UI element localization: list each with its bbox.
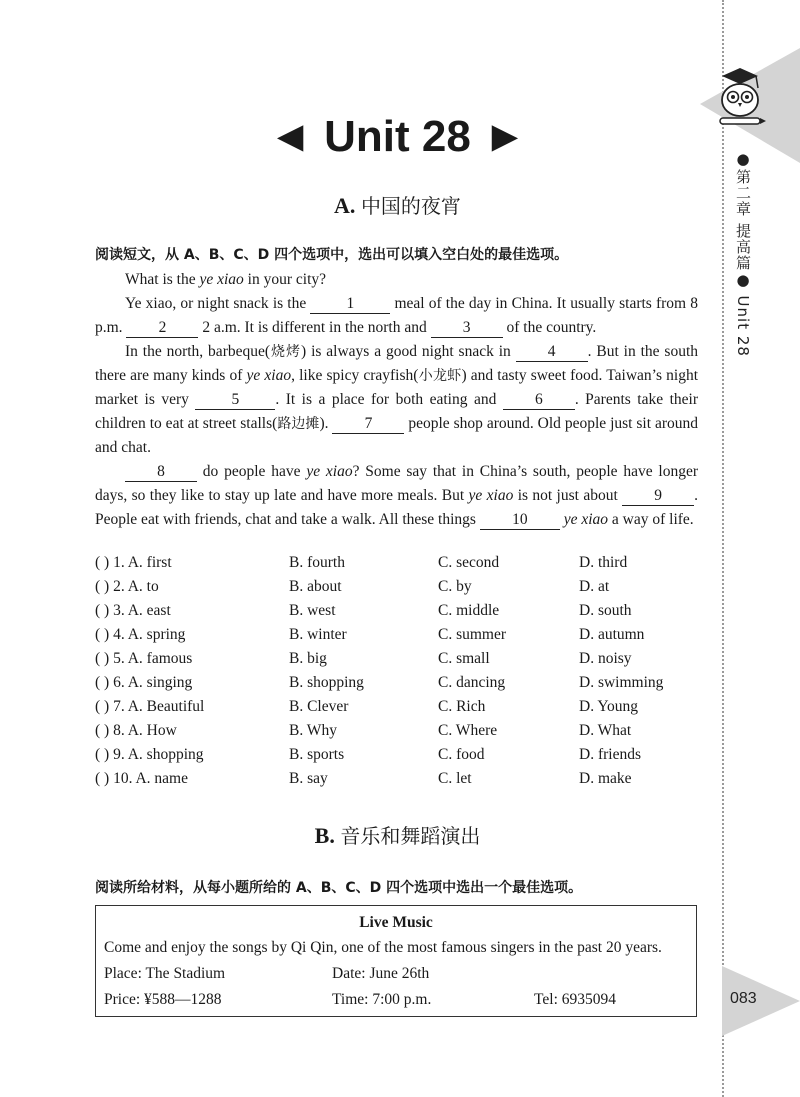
passage-paragraph-2: Ye xiao, or night snack is the 1 meal of the day in China. It usually starts from 8 p.m. 2 2 a.m. It is different in the north and 3 of the country.: [95, 295, 698, 336]
blank-7: 7: [332, 415, 404, 434]
blank-6: 6: [503, 391, 575, 410]
section-a-letter: A.: [334, 193, 356, 218]
question-row: ( ) 3. A. east B. west C. middle D. south: [95, 602, 632, 619]
passage-paragraph-3: In the north, barbeque(烧烤) is always a good night snack in 4 . But in the south there are many kinds of ye xiao, like spicy crayfish(小龙虾) and tasty sweet food. Taiwan’s night market is very 5 . It is a place for both eating and 6 . Parents take their children to eat at street stalls(路边摊). 7 people shop around. Old people just sit around and chat.: [95, 343, 699, 456]
chapter-side-label: ●第二章 提高篇● Unit 28: [734, 150, 752, 357]
notice-tel: Tel: 6935094: [534, 991, 617, 1008]
notice-intro: Come and enjoy the songs by Qi Qin, one of the most famous singers in the past 20 years.: [104, 939, 662, 956]
blank-8: 8: [125, 463, 197, 482]
passage-paragraph-4: 8 do people have ye xiao? Some say that in China’s south, people have longer days, so they like to stay up late and have more meals. But ye xiao is not just about 9 . People eat with friends, chat and take a walk. All these things 10 ye xiao a way of life.: [95, 463, 698, 528]
section-b-instruction: 阅读所给材料，从每小题所给的 A、B、C、D 四个选项中选出一个最佳选项。: [95, 880, 583, 896]
question-row: ( ) 8. A. How B. Why C. Where D. What: [95, 722, 632, 739]
question-row: ( ) 4. A. spring B. winter C. summer D. autumn: [95, 626, 645, 643]
question-row: ( ) 7. A. Beautiful B. Clever C. Rich D. Young: [95, 698, 639, 715]
question-row: ( ) 6. A. singing B. shopping C. dancing D. swimming: [95, 674, 664, 691]
unit-title: ◄ Unit 28 ►: [268, 112, 527, 161]
question-row: ( ) 5. A. famous B. big C. small D. noisy: [95, 650, 632, 667]
notice-price: Price: ¥588—1288: [104, 991, 222, 1008]
live-music-notice: [95, 905, 697, 1017]
section-a-instruction: 阅读短文，从 A、B、C、D 四个选项中，选出可以填入空白处的最佳选项。: [95, 247, 569, 263]
passage-paragraph-1: What is the ye xiao in your city?: [125, 271, 327, 288]
notice-date: Date: June 26th: [332, 965, 430, 982]
blank-10: 10: [480, 511, 560, 530]
section-b-letter: B.: [314, 823, 335, 848]
section-a-name: 中国的夜宵: [360, 194, 461, 218]
notice-title: Live Music: [359, 914, 433, 931]
notice-place: Place: The Stadium: [104, 965, 226, 982]
blank-9: 9: [622, 487, 694, 506]
page-number: 083: [730, 990, 757, 1007]
question-options: [95, 554, 705, 794]
question-row: ( ) 2. A. to B. about C. by D. at: [95, 578, 610, 595]
reading-passage: [95, 268, 698, 532]
question-row: ( ) 1. A. first B. fourth C. second D. third: [95, 554, 628, 571]
blank-2: 2: [126, 319, 198, 338]
question-row: ( ) 9. A. shopping B. sports C. food D. friends: [95, 746, 641, 763]
blank-1: 1: [310, 295, 390, 314]
section-b-title: [0, 820, 795, 849]
notice-time: Time: 7:00 p.m.: [332, 991, 432, 1008]
blank-5: 5: [195, 391, 275, 410]
blank-4: 4: [516, 343, 588, 362]
blank-3: 3: [431, 319, 503, 338]
section-a-title: [0, 190, 795, 219]
question-row: ( ) 10. A. name B. say C. let D. make: [95, 770, 632, 787]
section-b-name: 音乐和舞蹈演出: [340, 824, 481, 848]
